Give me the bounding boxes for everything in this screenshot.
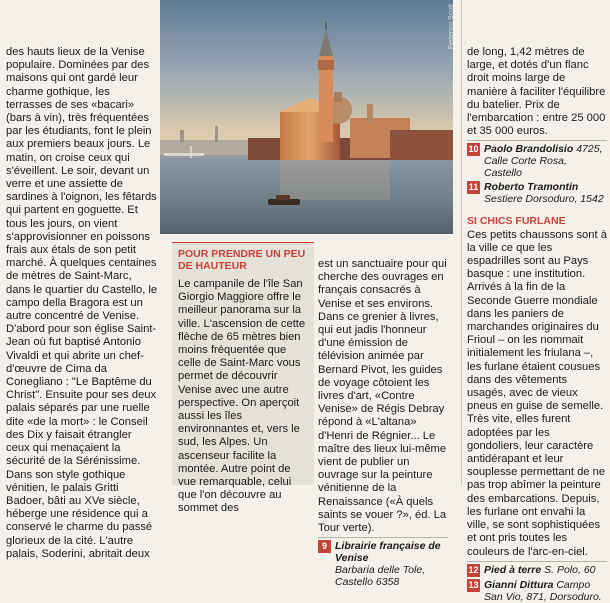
address-number: 9	[318, 540, 331, 553]
box-top-rule	[172, 242, 314, 243]
article-column-4	[467, 46, 607, 603]
address-location: Campo San Vio, 871, Dorsoduro.	[484, 578, 602, 603]
address-name: Pied à terre	[484, 563, 542, 576]
address-location: S. Polo, 60	[544, 563, 596, 576]
section-title: SI CHICS FURLANE	[467, 215, 566, 228]
address-number: 13	[468, 579, 479, 590]
address-number: 12	[468, 564, 479, 575]
address-rule	[467, 561, 607, 562]
address-name: Librairie française de Venise	[335, 540, 441, 565]
address-number: 11	[468, 182, 479, 193]
venice-photo	[160, 0, 453, 234]
box-title: POUR PRENDRE UN PEU DE HAUTEUR	[178, 248, 306, 272]
article-column-3	[318, 258, 448, 588]
box-text: Le campanile de l'île San Giorgio Maggiore offre le meilleur panorama sur la ville. L'ascension de cette flèche de 65 mètres bien moins fréquentée que celle de Saint-Marc vous permet de découvrir Venise avec une autre perspective. On aperçoit aussi les îles environnantes et, vers le sud, les Alpes. Un ascenseur facilite la montée. Autre point de vue remarquable, celui que l'on découvre au sommet des	[178, 278, 306, 515]
article-text: des hauts lieux de la Venise populaire. Dominées par des maisons qui ont gardé leur charme gothique, les terrasses de ses «bacari» (bars à vin), très fréquentées par les étudiants, font le plein aux premiers beaux jours. Le matin, on croise ceux qui s'éveillent. Le soir, devant un verre et une assiette de sardines à l'oignon, les fêtards qui partent en goguette. Et tous les jours, on vient s'approvisionner en poissons frais aux étals de son petit marché. À quelques centaines de mètres de Saint-Marc, dans le quartier du Castello, le campo della Bragora est un autre concentré de Venise. D'abord pour son église Saint-Jean où fut baptisé Antonio Vivaldi et qui abrite un chef-d'œuvre de Cima da Conegliano : "Le Baptême du Christ". Ensuite pour ses deux palais séparés par une ruelle dite «de la mort» : le Conseil des Dix y faisait étrangler ceux qui menaçaient la sécurité de la Sérénissime. Dans son style gothique vénitien, le palais Gritti Badoer, bâti au XVe siècle, héberge une résidence qui a conservé le charme du passé glorieux de la cité. L'autre palais, Soderini, abritait deux	[6, 46, 158, 560]
address-location: Sestiere Dorsoduro, 1542	[484, 193, 604, 206]
address-location: 4725, Calle Corte Rosa, Castello	[484, 143, 603, 180]
address-name: Roberto Tramontin	[484, 181, 579, 194]
column-divider	[461, 0, 462, 485]
address-number: 10	[468, 144, 479, 155]
address-location: Barbaria delle Tole, Castello 6358	[335, 564, 426, 589]
intro-text: de long, 1,42 mètres de large, et dotés d'un flanc droit moins large de manière à faciliter l'équilibre du batelier. Prix de l'embarcation : entre 25 000 et 35 000 euros.	[467, 46, 606, 138]
address-rule	[318, 537, 448, 538]
address-entry	[467, 181, 607, 205]
address-name: Gianni Dittura	[484, 578, 554, 591]
address-entry	[467, 579, 607, 603]
article-text: est un sanctuaire pour qui cherche des ouvrages en français consacrés à Venise et ses environs. Dans ce grenier à livres, qui eut jadis l'honneur d'une émission de télévision animée par Bernard Pivot, les guides de voyage côtoient les livres d'art, «Contre Venise» de Régis Debray répond à «L'altana» d'Henri de Régnier... Le maître des lieux lui-même vient de publier un ouvrage sur la peinture vénitienne de la Renaissance («À quels saints se vouer ?», éd. La Tour verte).	[318, 258, 447, 535]
address-entry	[318, 540, 448, 588]
section-text: Ces petits chaussons sont à la ville ce que les espadrilles sont au Pays basque : une institution. Arrivés à la fin de la Seconde Guerre mondiale dans les paniers de marchandes originaires du Frioul – on les nommait initialement les friulana –, les furlane étaient cousues dans des vêtements usagés, avec de vieux pneus en guise de semelle. Très vite, elles furent adoptées par les gondoliers, leur caractère antidérapant et leur souplesse permettant de ne pas trop abîmer la peinture des embarcations. Depuis, les furlane ont envahi la ville, se sont sophistiquées et ont pris toutes les couleurs de l'arc-en-ciel.	[467, 228, 607, 558]
address-entry	[467, 564, 607, 577]
address-rule	[467, 140, 607, 141]
address-name: Paolo Brandolisio	[484, 143, 574, 156]
address-entry	[467, 143, 607, 179]
sidebar-box	[172, 242, 314, 515]
article-column-1	[6, 46, 158, 561]
photo-credit: Federico Scott	[448, 4, 455, 50]
